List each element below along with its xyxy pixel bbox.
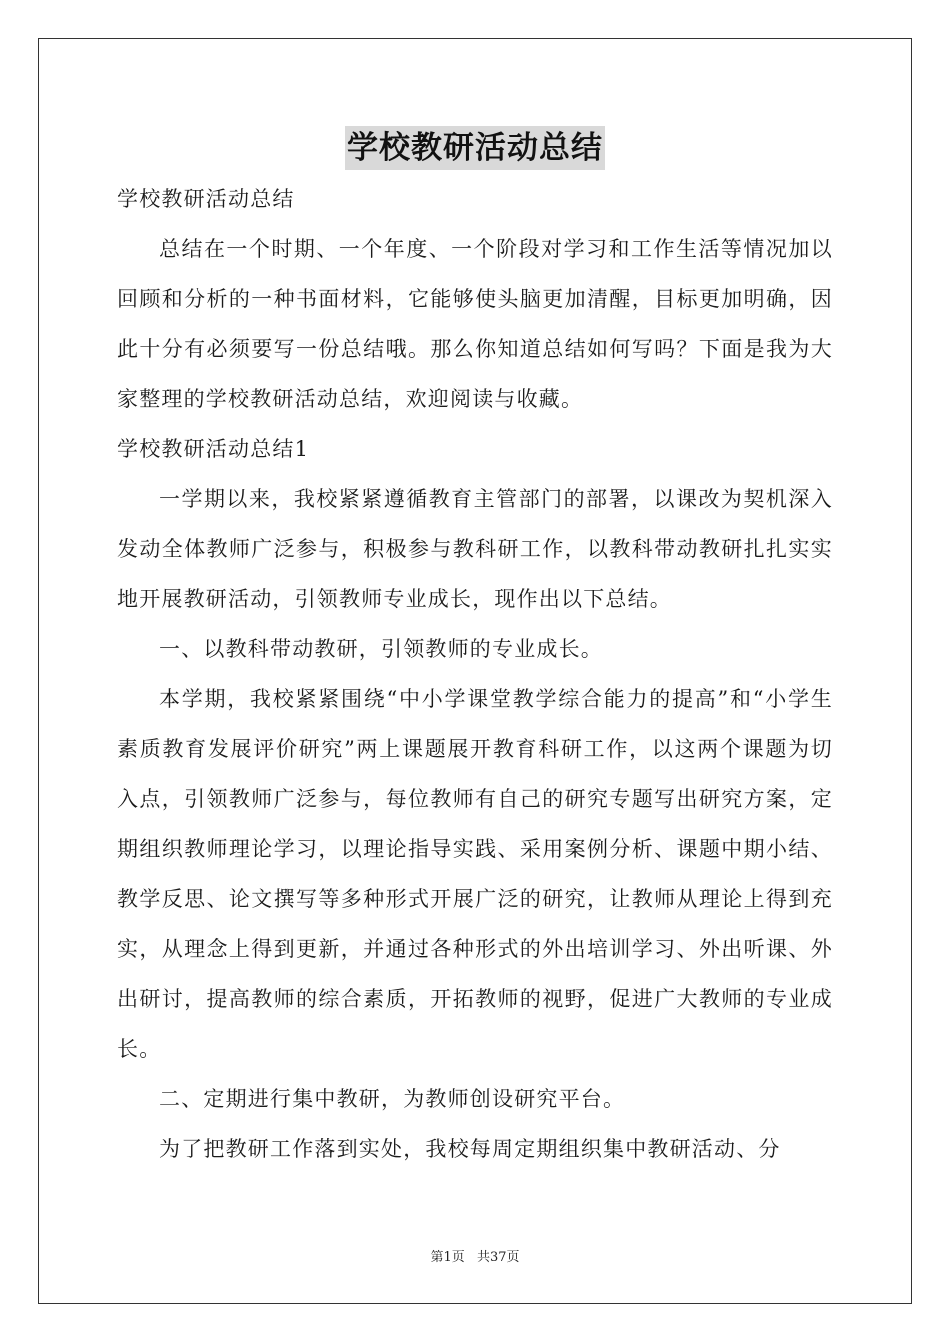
body-paragraph: 本学期，我校紧紧围绕“中小学课堂教学综合能力的提高”和“小学生素质教育发展评价研究”两上课题展开教育科研工作，以这两个课题为切入点，引领教师广泛参与，每位教师有自己的研究专题写出研究方案，定期组织教师理论学习，以理论指导实践、采用案例分析、课题中期小结、教学反思、论文撰写等多种形式开展广泛的研究，让教师从理论上得到充实，从理念上得到更新，并通过各种形式的外出培训学习、外出听课、外出研讨，提高教师的综合素质，开拓教师的视野，促进广大教师的专业成长。: [117, 687, 833, 1061]
page-number: 第1页: [430, 1250, 465, 1265]
body-paragraph: 一、以教科带动教研，引领教师的专业成长。: [159, 637, 603, 661]
page-total: 共37页: [476, 1250, 520, 1265]
section-heading: 学校教研活动总结: [117, 187, 295, 211]
body-paragraph: 总结在一个时期、一个年度、一个阶段对学习和工作生活等情况加以回顾和分析的一种书面材料，它能够使头脑更加清醒，目标更加明确，因此十分有必须要写一份总结哦。那么你知道总结如何写吗？下面是我为大家整理的学校教研活动总结，欢迎阅读与收藏。: [117, 237, 833, 411]
body-paragraph: 一学期以来，我校紧紧遵循教育主管部门的部署，以课改为契机深入发动全体教师广泛参与，积极参与教科研工作，以教科带动教研扎扎实实地开展教研活动，引领教师专业成长，现作出以下总结。: [117, 487, 833, 611]
page-footer: [0, 1246, 950, 1265]
document-title: 学校教研活动总结: [345, 126, 605, 170]
document-body: [117, 174, 833, 1174]
body-paragraph: 二、定期进行集中教研，为教师创设研究平台。: [159, 1087, 626, 1111]
body-paragraph: 为了把教研工作落到实处，我校每周定期组织集中教研活动、分: [159, 1137, 781, 1161]
title-container: [0, 126, 950, 170]
section-heading: 学校教研活动总结1: [117, 437, 310, 461]
